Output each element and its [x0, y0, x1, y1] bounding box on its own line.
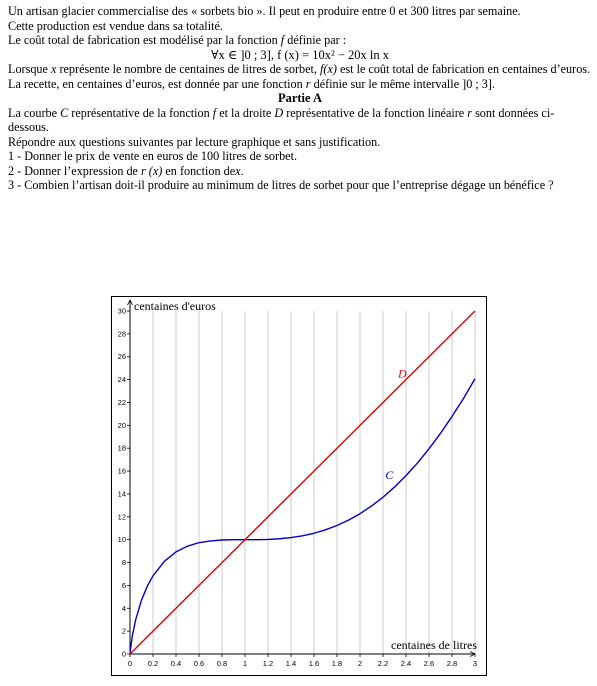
x-tick-label-12: 2.4 — [400, 659, 412, 668]
para2-c: est le coût total de fabrication en centaines d’euros. La recette, en centaines d’euros, est donnée par une fonction — [8, 62, 591, 91]
cost-formula: ∀x ∈ ]0 ; 3], f (x) = 10x² − 20x ln x — [210, 47, 390, 62]
x-tick-label-7: 1.4 — [285, 659, 297, 668]
para2-d: définie sur le même intervalle ]0 ; 3]. — [313, 76, 495, 91]
x-tick-label-4: 0.8 — [216, 659, 228, 668]
y-tick-label-8: 16 — [117, 466, 126, 476]
x-tick-label-15: 3 — [472, 659, 478, 668]
x-tick-label-14: 2.8 — [446, 659, 458, 668]
function-f-name: f — [280, 33, 285, 47]
line-label-D: D — [397, 366, 407, 381]
x-tick-label-8: 1.6 — [308, 659, 320, 668]
y-tick-label-11: 22 — [117, 397, 126, 407]
x-tick-label-0: 0 — [127, 659, 133, 668]
exercise-text — [8, 4, 592, 193]
y-tick-label-14: 28 — [117, 329, 126, 339]
grid-lines — [153, 311, 475, 654]
x-tick-label-2: 0.4 — [170, 659, 182, 668]
para2-r: r — [305, 76, 311, 91]
partA-c: et la droite — [219, 105, 272, 120]
y-tick-label-7: 14 — [117, 489, 126, 499]
q2-r: r (x) — [141, 163, 163, 178]
q2-c: . — [240, 163, 244, 178]
para2-a: Lorsque — [8, 62, 48, 76]
intro-line-3 — [8, 33, 592, 48]
x-axis-label: centaines de litres — [391, 638, 477, 652]
intro-line-3-end: définie par : — [287, 33, 347, 47]
series-line-C — [130, 379, 475, 653]
x-tick-label-10: 2 — [357, 659, 363, 668]
q2-a: 2 - Donner l’expression de — [8, 163, 138, 178]
x-tick-label-3: 0.6 — [193, 659, 205, 668]
para2-x: x — [50, 62, 57, 76]
intro-line-2: Cette production est vendue dans sa totalité. — [8, 18, 223, 33]
x-tick-label-9: 1.8 — [331, 659, 343, 668]
partA-d: représentative de la fonction linéaire — [286, 105, 465, 120]
curve-label-C: C — [385, 468, 394, 483]
intro-line-1: Un artisan glacier commercialise des « sorbets bio ». Il peut en produire entre 0 et 300 litres par semaine. — [8, 4, 521, 18]
question-2 — [8, 164, 592, 179]
intro-line-3-start: Le coût total de fabrication est modélisé par la fonction — [8, 33, 278, 47]
partA-C: C — [60, 105, 69, 120]
y-tick-label-3: 6 — [121, 580, 126, 590]
y-tick-label-2: 4 — [121, 603, 126, 613]
x-tick-label-13: 2.6 — [423, 659, 435, 668]
y-tick-label-9: 18 — [117, 443, 126, 453]
para2-b: représente le nombre de centaines de litres de sorbet, — [59, 62, 317, 76]
series-group — [130, 311, 475, 654]
y-tick-label-10: 20 — [117, 420, 126, 430]
partA-e: sont données ci-dessous. — [8, 105, 555, 134]
y-tick-label-15: 30 — [117, 306, 126, 316]
y-tick-label-6: 12 — [117, 512, 126, 522]
para2-fx: f(x) — [320, 62, 337, 76]
y-tick-label-12: 24 — [117, 375, 126, 385]
cost-revenue-chart — [112, 297, 486, 675]
q2-x: x — [235, 163, 241, 178]
instructions: Répondre aux questions suivantes par lecture graphique et sans justification. — [8, 134, 381, 149]
x-tick-label-6: 1.2 — [262, 659, 274, 668]
partA-b: représentative de la fonction — [71, 105, 210, 120]
paragraph-2 — [8, 62, 592, 91]
y-tick-label-0: 0 — [121, 649, 126, 659]
y-tick-label-5: 10 — [117, 535, 126, 545]
question-1: 1 - Donner le prix de vente en euros de 100 litres de sorbet. — [8, 149, 298, 163]
partA-a: La courbe — [8, 105, 58, 120]
part-a-title: Partie A — [277, 91, 323, 105]
y-tick-label-13: 26 — [117, 352, 126, 362]
q2-b: en fonction de — [165, 163, 236, 178]
y-tick-label-4: 8 — [121, 558, 126, 568]
partA-r: r — [467, 105, 473, 120]
y-axis-label: centaines d'euros — [134, 299, 216, 313]
part-a-intro — [8, 106, 592, 135]
y-tick-label-1: 2 — [121, 626, 126, 636]
x-tick-label-5: 1 — [242, 659, 248, 668]
partA-f: f — [212, 105, 217, 120]
x-tick-label-11: 2.2 — [377, 659, 389, 668]
partA-D: D — [274, 105, 284, 120]
question-3: 3 - Combien l’artisan doit-il produire au minimum de litres de sorbet pour que l’entreprise dégage un bénéfice ? — [8, 178, 554, 192]
axes — [127, 300, 475, 657]
chart-frame — [111, 296, 487, 676]
series-line-D — [130, 311, 475, 654]
x-tick-label-1: 0.2 — [147, 659, 159, 668]
